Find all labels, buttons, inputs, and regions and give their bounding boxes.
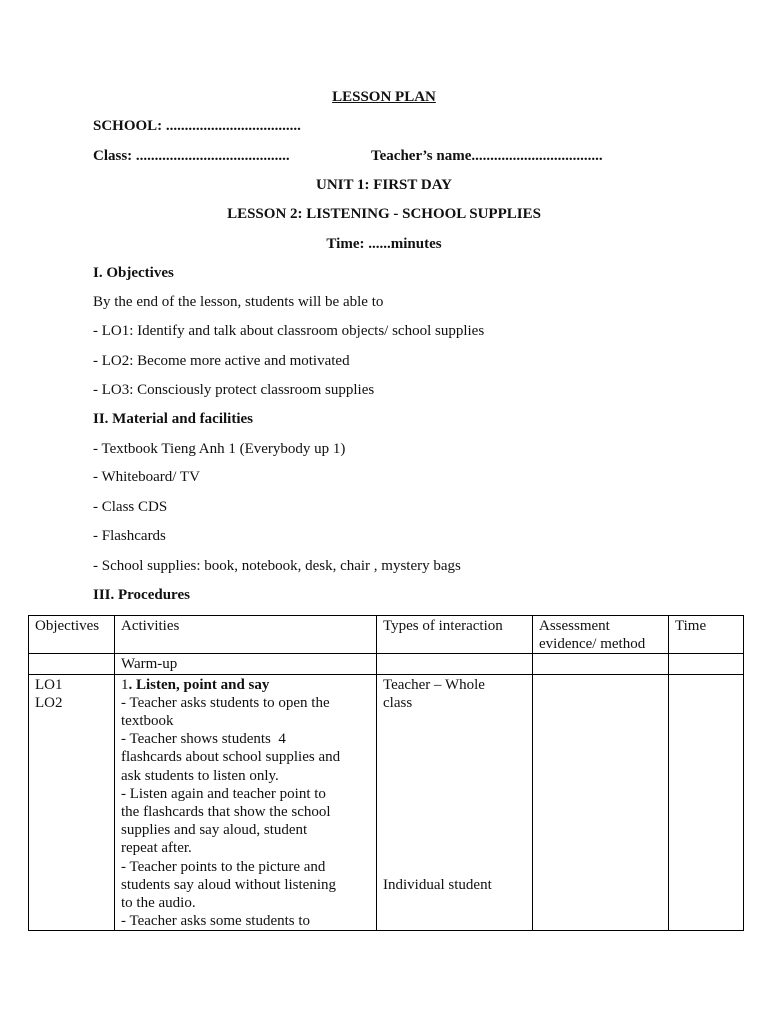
header-assessment-line: Assessment [539,618,610,634]
activity-line: - Teacher shows students 4 [121,731,286,748]
interaction-line: class [383,694,413,711]
procedures-table [28,615,744,931]
objective-item: - LO3: Consciously protect classroom supplies [93,382,375,398]
interaction-spacer [383,730,526,748]
row-time-cell [669,674,744,931]
activity-title: . Listen, point and say [128,676,270,693]
header-assessment-line: evidence/ method [539,636,646,653]
row-assessment-cell [533,674,669,931]
page-title: LESSON PLAN [332,89,436,105]
procedures-heading: III. Procedures [93,587,190,603]
header-interaction: Types of interaction [377,616,533,654]
activity-line: textbook [121,713,174,730]
header-assessment [533,616,669,654]
header-objectives: Objectives [29,616,115,654]
header-activities: Activities [115,616,377,654]
interaction-line: Individual student [383,876,492,893]
table-header-row [29,616,744,654]
class-field: Class: ......................................... [93,148,290,164]
objective-item: - LO2: Become more active and motivated [93,353,350,369]
activity-title-line [121,676,370,694]
interaction-spacer [383,803,526,821]
material-item: - Textbook Tieng Anh 1 (Everybody up 1) [93,441,346,457]
activity-line: the flashcards that show the school [121,804,331,821]
header-time: Time [669,616,744,654]
lesson-title: LESSON 2: LISTENING - SCHOOL SUPPLIES [227,206,541,222]
activity-line: students say aloud without listening [121,876,336,893]
row-activities-cell [115,674,377,931]
warmup-assessment-cell [533,654,669,674]
material-item: - Flashcards [93,528,166,544]
activity-line: - Teacher points to the picture and [121,858,326,875]
row-objectives-cell [29,674,115,931]
warmup-objectives-cell [29,654,115,674]
interaction-spacer [383,767,526,785]
objective-code: LO1 [35,676,63,693]
activity-line: repeat after. [121,840,192,857]
interaction-spacer [383,839,526,857]
activity-line: - Listen again and teacher point to [121,785,326,802]
activity-line: flashcards about school supplies and [121,749,341,766]
teacher-name-field: Teacher’s name................................... [371,148,603,164]
activity-line: ask students to listen only. [121,767,279,784]
interaction-spacer [383,858,526,876]
warmup-time-cell [669,654,744,674]
time-field: Time: ......minutes [326,236,442,252]
objectives-intro: By the end of the lesson, students will be able to [93,294,384,310]
table-row [29,674,744,931]
objective-code: LO2 [35,694,63,711]
interaction-line: Teacher – Whole [383,676,485,693]
materials-heading: II. Material and facilities [93,411,253,427]
warmup-row [29,654,744,674]
material-item: - Whiteboard/ TV [93,469,200,485]
interaction-spacer [383,821,526,839]
interaction-spacer [383,712,526,730]
unit-title: UNIT 1: FIRST DAY [315,177,452,193]
material-item: - School supplies: book, notebook, desk, chair , mystery bags [93,558,461,574]
activity-line: - Teacher asks students to open the [121,694,330,711]
objective-item: - LO1: Identify and talk about classroom objects/ school supplies [93,323,485,339]
interaction-spacer [383,748,526,766]
activity-number: 1 [121,676,129,693]
interaction-spacer [383,785,526,803]
activity-line: - Teacher asks some students to [121,913,311,930]
school-field: SCHOOL: .................................... [93,118,301,134]
row-interaction-cell [377,674,533,931]
activity-line: supplies and say aloud, student [121,822,308,839]
activity-line: to the audio. [121,895,196,912]
objectives-heading: I. Objectives [93,265,174,281]
warmup-label: Warm-up [115,654,377,674]
warmup-interaction-cell [377,654,533,674]
material-item: - Class CDS [93,499,168,515]
